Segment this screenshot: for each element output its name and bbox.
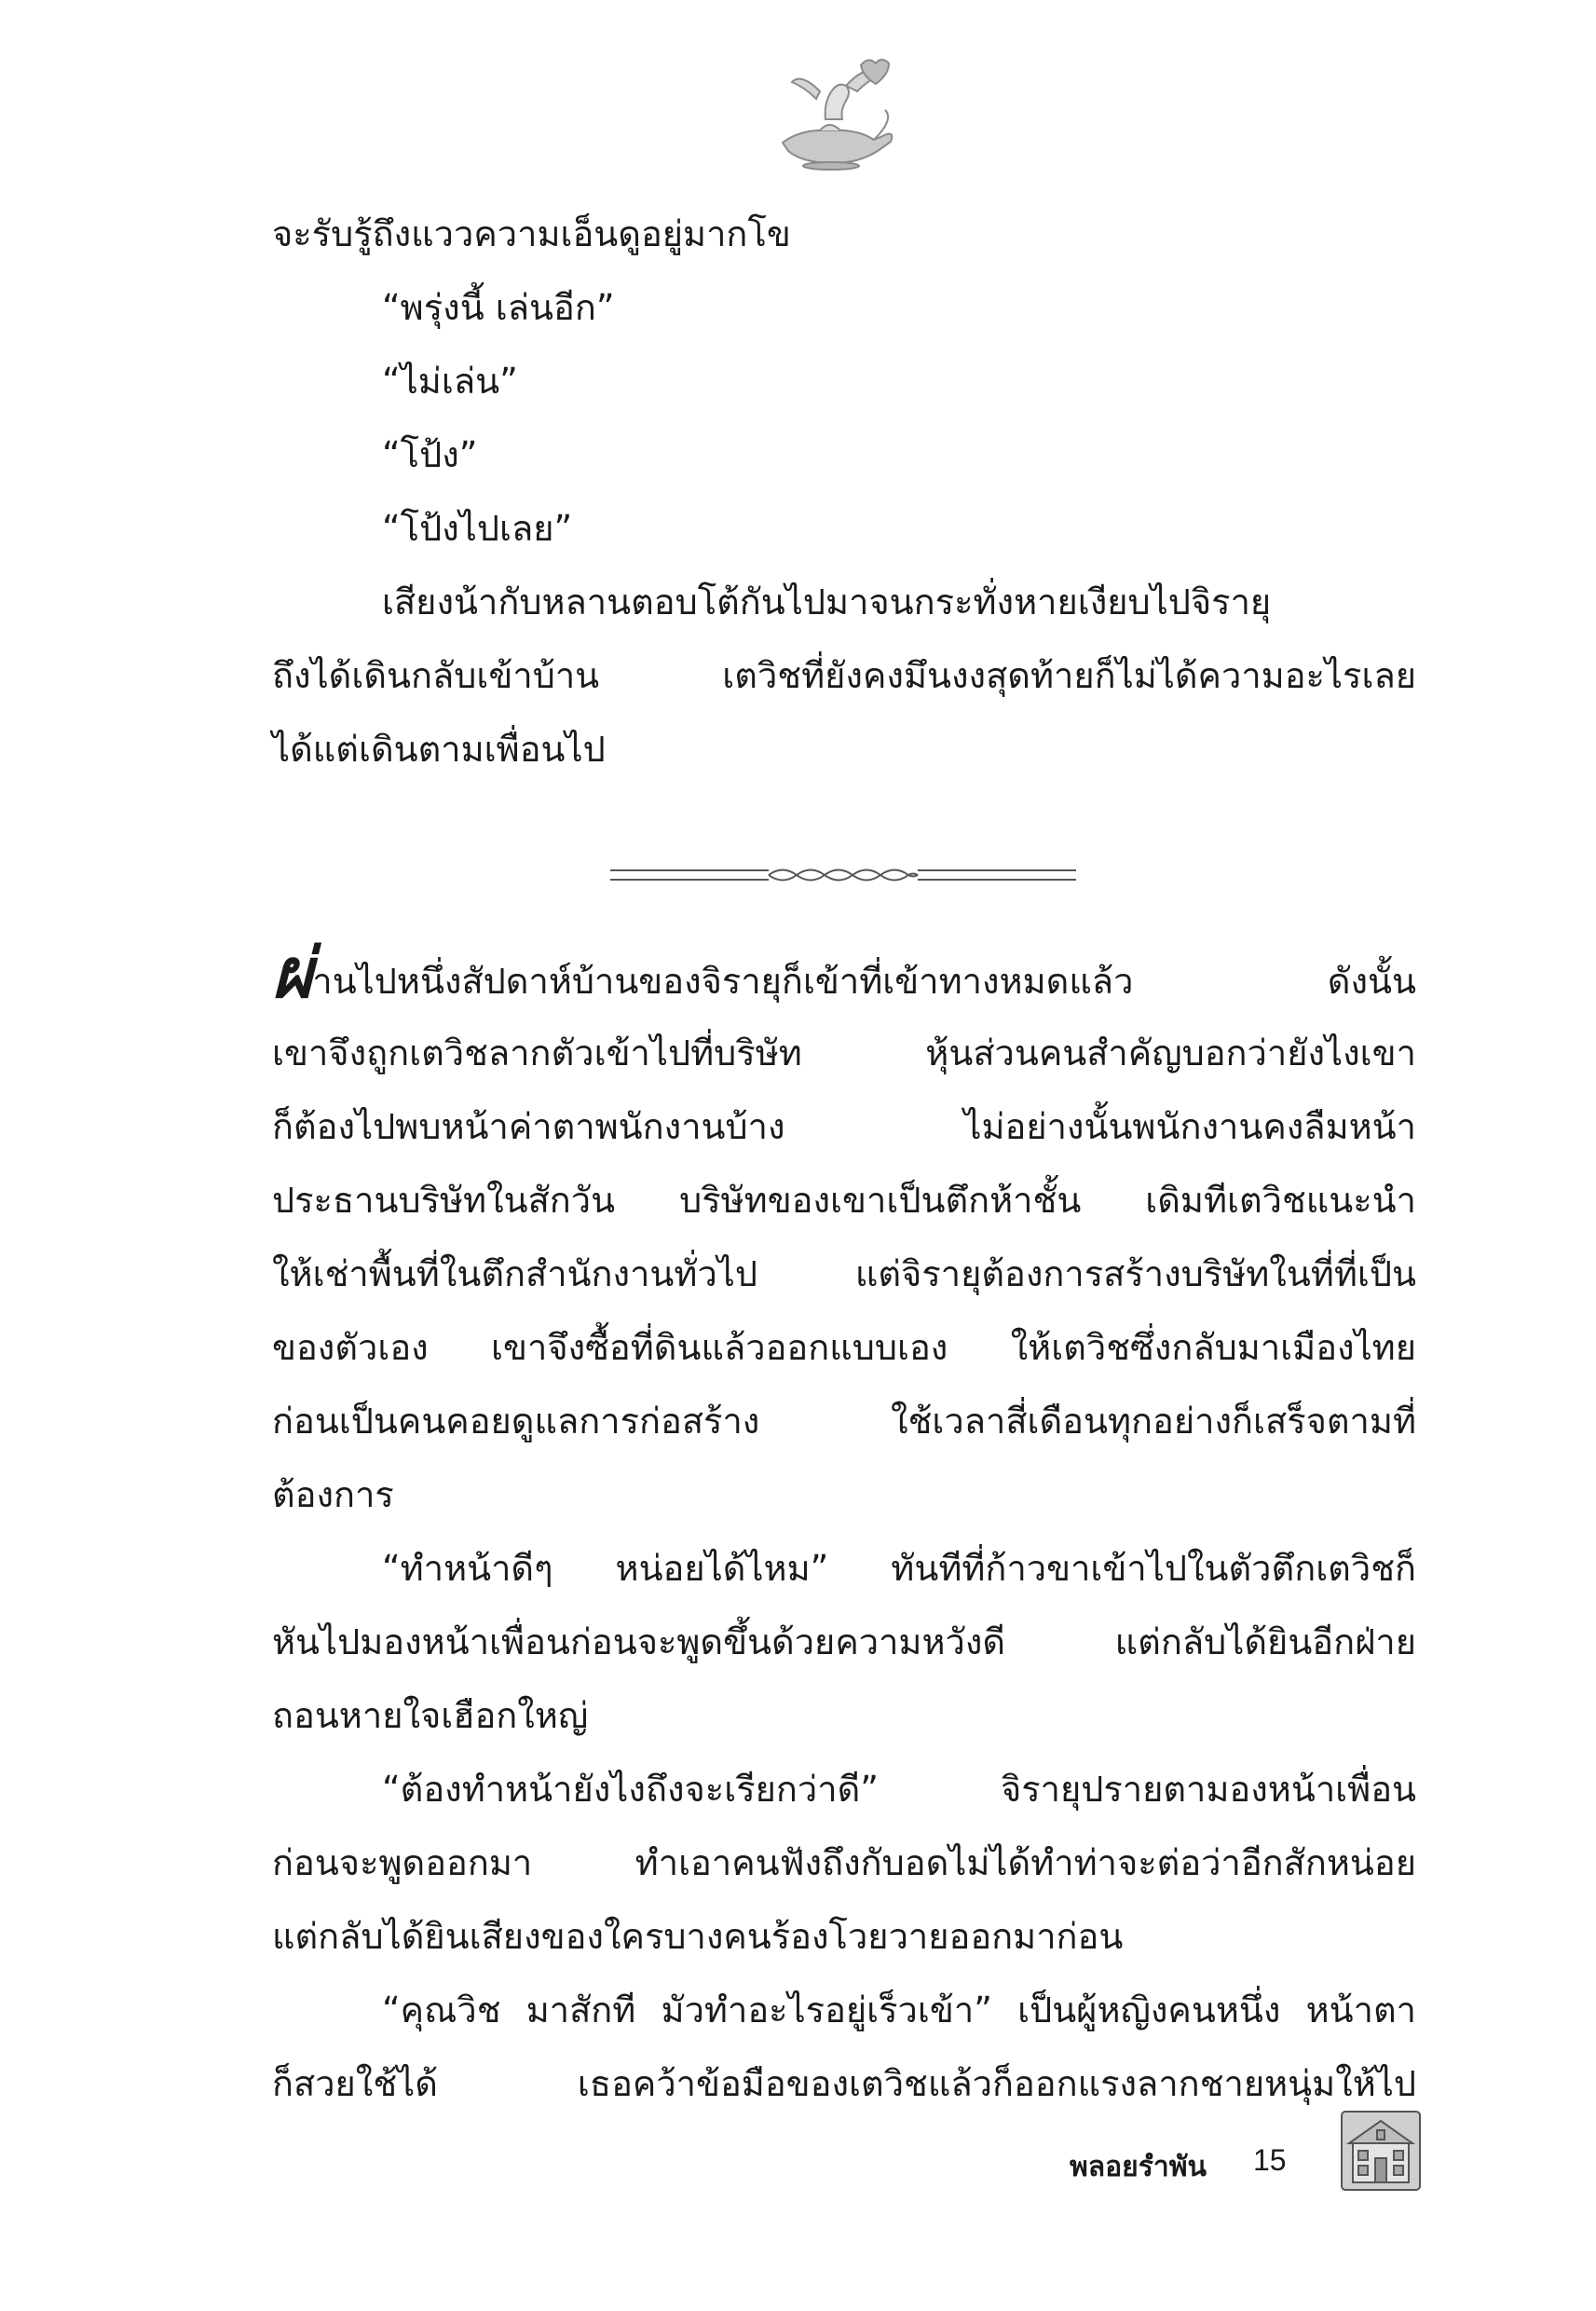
drop-cap: ผ่ [272,934,313,1014]
text-line: “ทำหน้าดีๆ หน่อยได้ไหม” ทันทีที่ก้าวขาเข้าไปในตัวตึกเตวิชก็ [382,1548,1416,1589]
text-line: เขาจึงถูกเตวิชลากตัวเข้าไปที่บริษัท หุ้นส่วนคนสำคัญบอกว่ายังไงเขา [272,1032,1416,1073]
text-line: ประธานบริษัทในสักวัน บริษัทของเขาเป็นตึกห้าชั้น เดิมทีเตวิชแนะนำ [272,1180,1416,1221]
text-line: จะรับรู้ถึงแววความเอ็นดูอยู่มากโข [272,213,791,254]
text-line: ถึงได้เดินกลับเข้าบ้าน เตวิชที่ยังคงมึนงงสุดท้ายก็ไม่ได้ความอะไรเลย [272,655,1416,696]
ornamental-divider [610,855,1076,898]
first-line-rest: านไปหนึ่งสัปดาห์บ้านของจิรายุก็เข้าที่เข้าทางหมดแล้ว ดังนั้น [312,961,1416,1002]
text-line: “โป้ง” [382,434,478,475]
genie-lamp-icon [764,54,904,171]
page-number: 15 [1253,2143,1287,2177]
text-line: ก่อนเป็นคนคอยดูแลการก่อสร้าง ใช้เวลาสี่เดือนทุกอย่างก็เสร็จตามที่ [272,1401,1416,1442]
text-line: “คุณวิช มาสักที มัวทำอะไรอยู่เร็วเข้า” เป็นผู้หญิงคนหนึ่ง หน้าตา [382,1990,1416,2031]
text-line: ถอนหายใจเฮือกใหญ่ [272,1695,589,1736]
text-line: แต่กลับได้ยินเสียงของใครบางคนร้องโวยวายออกมาก่อน [272,1916,1124,1957]
text-line: ได้แต่เดินตามเพื่อนไป [272,729,606,770]
text-line: “โป้งไปเลย” [382,508,573,549]
text-line: หันไปมองหน้าเพื่อนก่อนจะพูดขึ้นด้วยความหวังดี แต่กลับได้ยินอีกฝ่าย [272,1621,1416,1662]
house-icon [1340,2110,1422,2192]
text-line: “ไม่เล่น” [382,361,518,402]
text-line: “ต้องทำหน้ายังไงถึงจะเรียกว่าดี” จิรายุปรายตามองหน้าเพื่อน [382,1769,1416,1810]
text-line-first [272,934,1416,1014]
text-line: ก่อนจะพูดออกมา ทำเอาคนฟังถึงกับอดไม่ได้ทำท่าจะต่อว่าอีกสักหน่อย [272,1842,1416,1883]
text-line: ของตัวเอง เขาจึงซื้อที่ดินแล้วออกแบบเอง ให้เตวิชซึ่งกลับมาเมืองไทย [272,1327,1416,1368]
book-title: พลอยรำพัน [1070,2151,1207,2183]
text-line: เสียงน้ากับหลานตอบโต้กันไปมาจนกระทั่งหายเงียบไปจิรายุ [382,581,1272,622]
text-line: ก็สวยใช้ได้ เธอคว้าข้อมือของเตวิชแล้วก็ออกแรงลากชายหนุ่มให้ไป [272,2063,1416,2104]
text-line: ต้องการ [272,1474,394,1515]
text-line: ให้เช่าพื้นที่ในตึกสำนักงานทั่วไป แต่จิรายุต้องการสร้างบริษัทในที่ที่เป็น [272,1253,1416,1294]
text-line: ก็ต้องไปพบหน้าค่าตาพนักงานบ้าง ไม่อย่างนั้นพนักงานคงลืมหน้า [272,1106,1416,1147]
text-line: “พรุ่งนี้ เล่นอีก” [382,287,615,328]
